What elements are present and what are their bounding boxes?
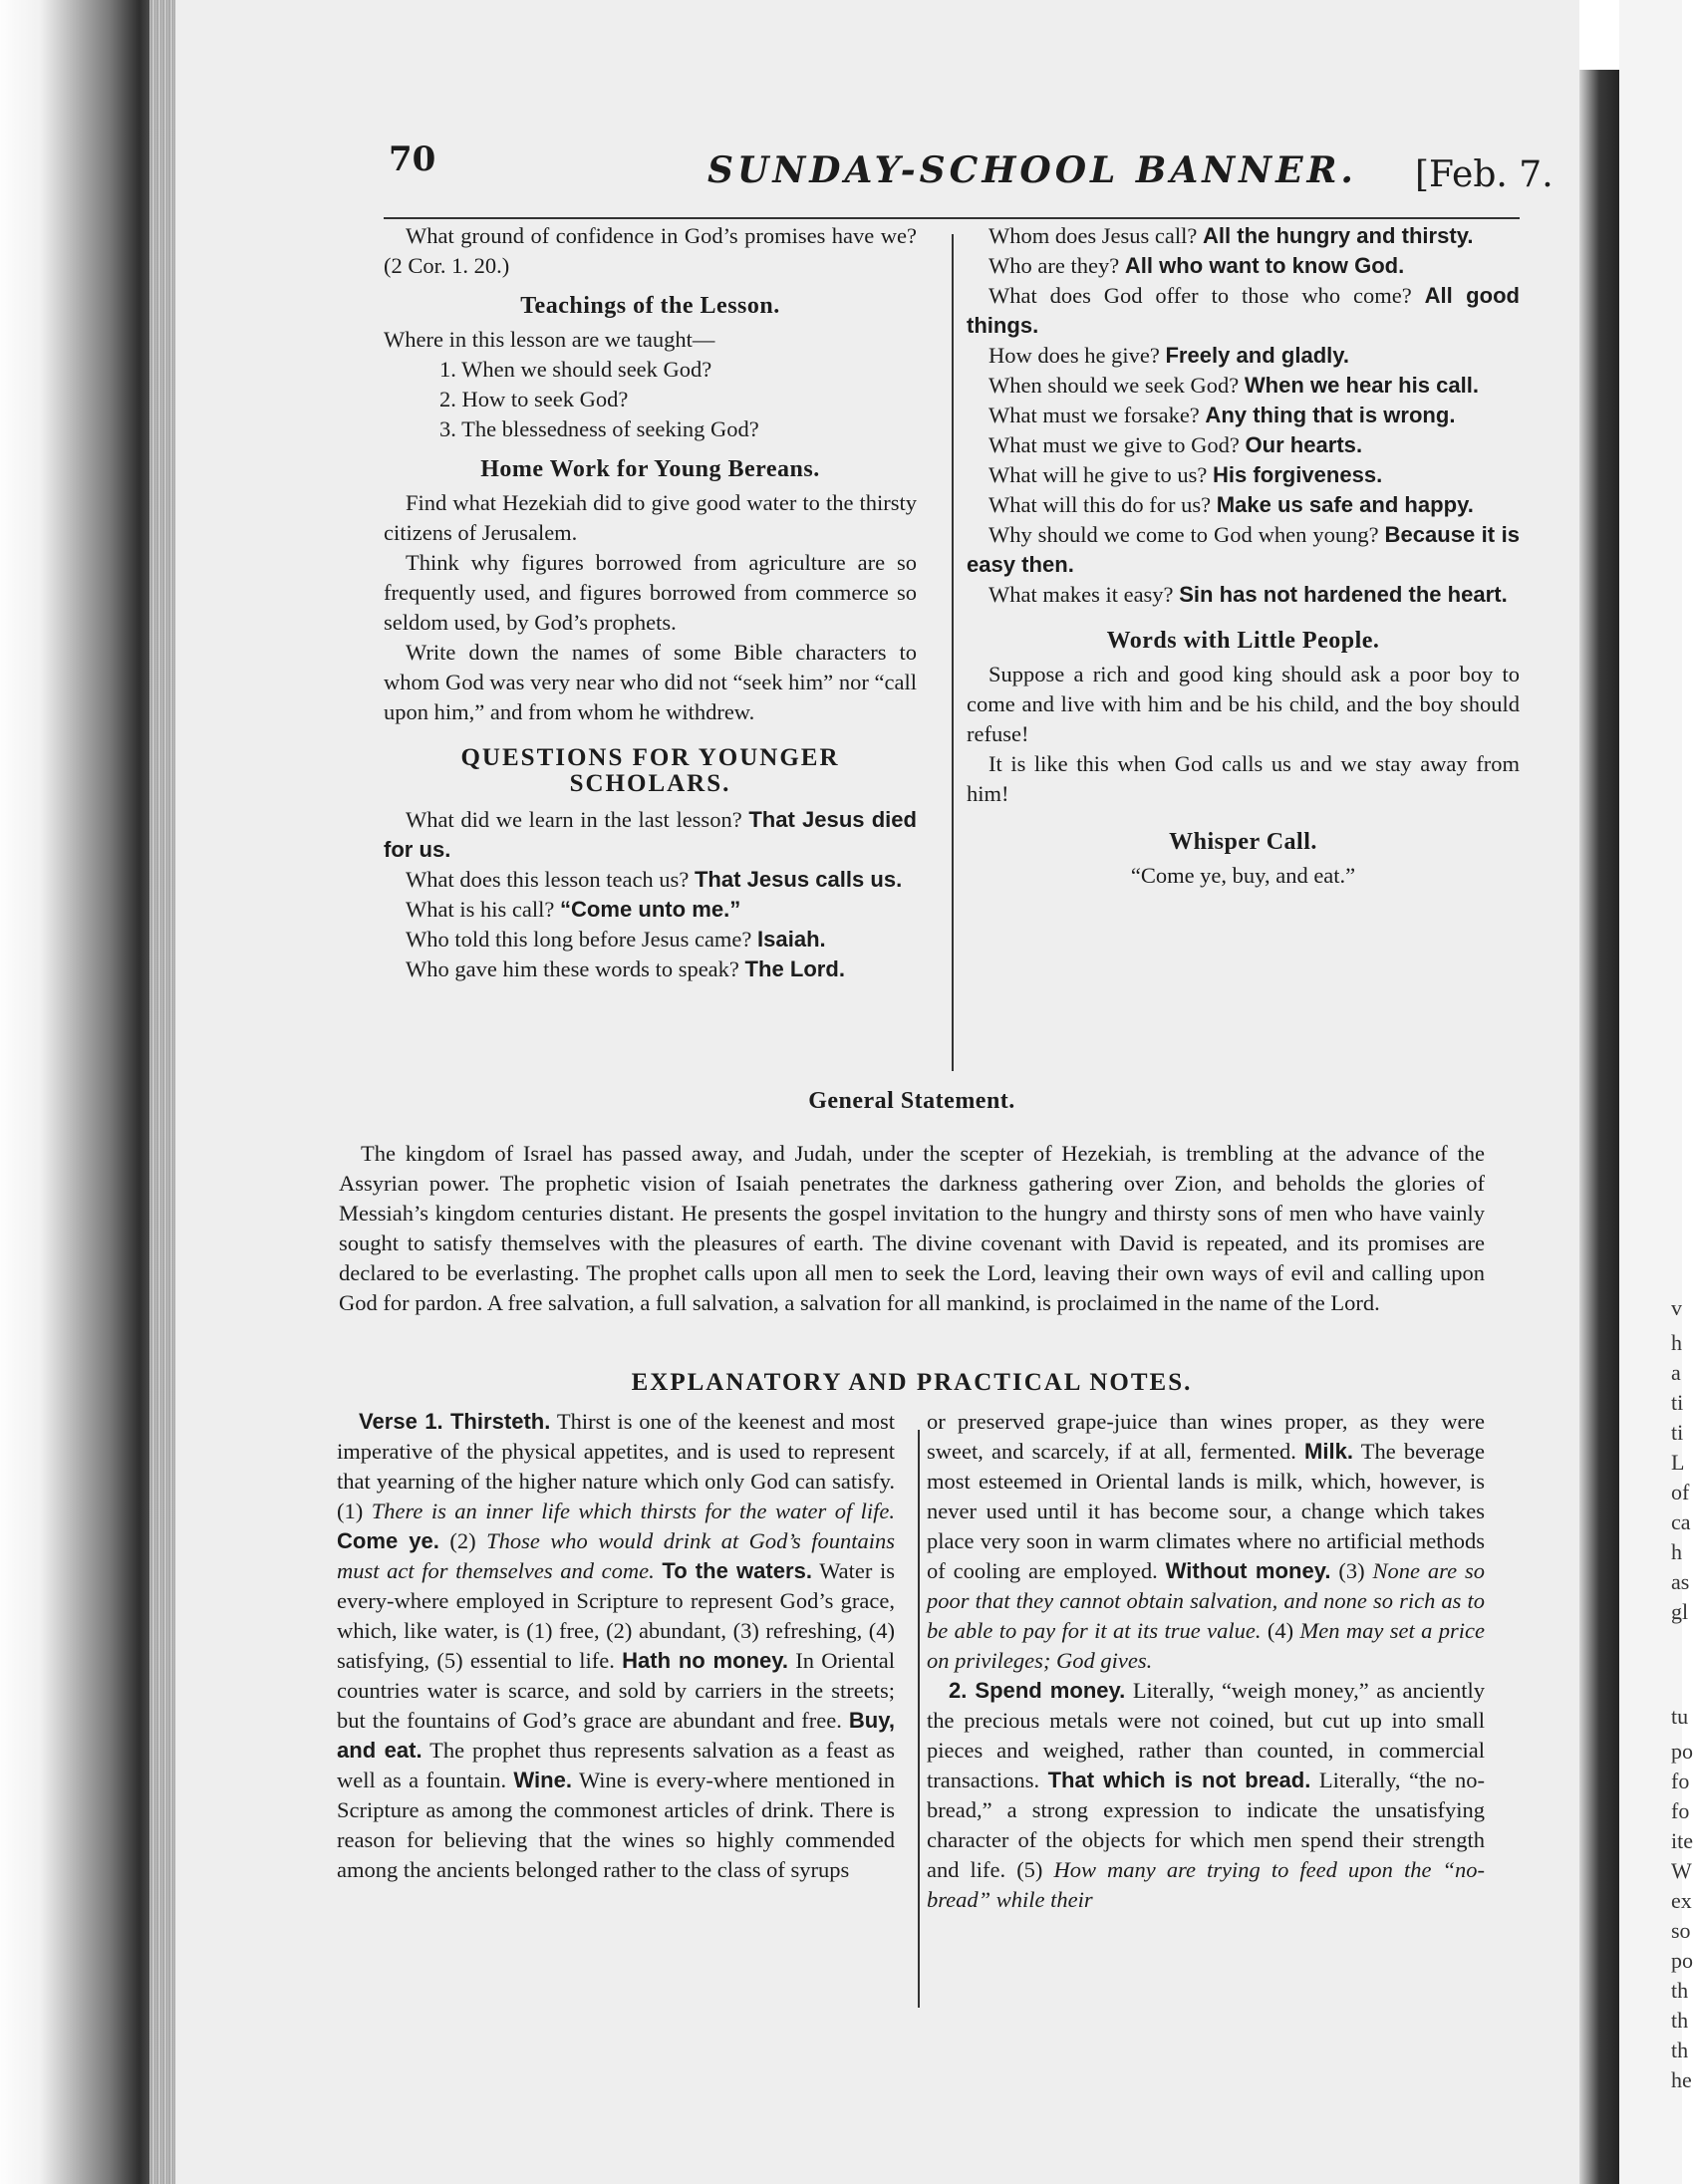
qa-item — [967, 430, 1520, 460]
notes-paragraph — [337, 1407, 895, 1885]
facing-page-text: gl — [1671, 1599, 1689, 1624]
younger-scholars-heading: QUESTIONS FOR YOUNGER SCHOLARS. — [460, 744, 840, 797]
notes-left-column — [337, 1407, 895, 1885]
answer: His forgiveness. — [1212, 462, 1383, 487]
page-date: [Feb. 7. — [1415, 154, 1553, 195]
answer: That Jesus died for us. — [384, 807, 918, 862]
note-label: Without money. — [1165, 1558, 1331, 1583]
facing-page-text: as — [1671, 1569, 1690, 1594]
teachings-heading: Teachings of the Lesson. — [520, 293, 780, 319]
answer: Our hearts. — [1245, 432, 1363, 457]
facing-page-text: so — [1671, 1918, 1691, 1943]
little-people-heading: Words with Little People. — [1106, 628, 1380, 654]
note-label: That which is not bread. — [1047, 1768, 1311, 1792]
whisper-text: “Come ye, buy, and eat.” — [1130, 863, 1356, 888]
facing-page-text: ti — [1671, 1420, 1684, 1445]
column-divider — [952, 234, 954, 1071]
facing-page-text: h — [1671, 1539, 1682, 1564]
answer: Freely and gladly. — [1165, 343, 1350, 368]
note-label: 2. Spend money. — [949, 1678, 1126, 1703]
notes-heading: EXPLANATORY AND PRACTICAL NOTES. — [631, 1369, 1193, 1396]
question: What must we give to God? — [988, 432, 1240, 457]
notes-right-column — [927, 1407, 1485, 1915]
facing-page-text: fo — [1671, 1769, 1690, 1793]
answer: When we hear his call. — [1244, 373, 1480, 398]
note-text: Wine is every-where mentioned in Scripture as among the commonest articles of drink. There is reason for believing that the wines so highly commended among the ancients belonged rather to the class of syrups — [337, 1768, 896, 1882]
home-work-paragraph: Think why figures borrowed from agriculture are so frequently used, and figures borrowed from commerce so seldom used, by God’s prophets. — [384, 550, 917, 635]
answer: Isaiah. — [757, 927, 826, 952]
little-people-paragraph: Suppose a rich and good king should ask a poor boy to come and live with him and be his child, and the boy should refuse! — [967, 662, 1520, 746]
page-number: 70 — [389, 139, 436, 179]
answer: All good things. — [967, 283, 1521, 338]
question: How does he give? — [988, 343, 1160, 368]
qa-item — [967, 281, 1520, 341]
qa-item — [967, 580, 1520, 610]
page-edges — [149, 0, 175, 2184]
book-gutter — [1579, 70, 1619, 2184]
note-label: Buy, and eat. — [337, 1708, 895, 1763]
teaching-item: 3. The blessedness of seeking God? — [439, 416, 759, 441]
facing-page-text: ex — [1671, 1888, 1692, 1913]
facing-page-text: th — [1671, 2008, 1689, 2033]
note-text: Literally, “the no-bread,” a strong expression to indicate the unsatisfying character of the objects for which men spend their strength and life. (5) — [927, 1768, 1485, 1882]
intro-question: What ground of confidence in God’s promises have we? (2 Cor. 1. 20.) — [384, 223, 917, 278]
notes-column-divider — [918, 1430, 920, 2008]
facing-page-fragment — [1619, 0, 1693, 2184]
general-heading: General Statement. — [808, 1088, 1015, 1114]
home-work-heading: Home Work for Young Bereans. — [480, 456, 820, 482]
notes-paragraph — [927, 1407, 1485, 1676]
facing-page-text: he — [1671, 2067, 1692, 2092]
facing-page-text: ti — [1671, 1390, 1684, 1415]
qa-item — [384, 955, 917, 984]
facing-page-text: W — [1671, 1858, 1692, 1883]
answer: Any thing that is wrong. — [1205, 403, 1456, 427]
question: Why should we come to God when young? — [988, 522, 1379, 547]
question: Who gave him these words to speak? — [406, 956, 739, 981]
question: What did we learn in the last lesson? — [406, 807, 742, 832]
note-label: Milk. — [1303, 1439, 1353, 1464]
note-label: Come ye. — [337, 1528, 439, 1553]
teachings-intro: Where in this lesson are we taught— — [384, 327, 715, 352]
question: What will he give to us? — [988, 462, 1208, 487]
header-rule — [384, 217, 1520, 219]
book-binding-left — [0, 0, 149, 2184]
facing-page-text: ite — [1671, 1828, 1693, 1853]
qa-item — [967, 221, 1520, 251]
answer: All the hungry and thirsty. — [1202, 223, 1474, 248]
whisper-heading: Whisper Call. — [1169, 829, 1317, 855]
facing-page-text: th — [1671, 1978, 1689, 2003]
facing-page-text: po — [1671, 1948, 1693, 1973]
note-text: Water is every-where employed in Scripture to represent God’s grace, which, like water, is (1) free, (2) abundant, (3) refreshing, (4) satisfying, (5) essential to life. — [337, 1558, 896, 1673]
facing-page-text: fo — [1671, 1798, 1690, 1823]
question: What is his call? — [406, 897, 555, 922]
answer: Make us safe and happy. — [1216, 492, 1474, 517]
question: Whom does Jesus call? — [988, 223, 1198, 248]
question: Who are they? — [988, 253, 1120, 278]
answer: All who want to know God. — [1124, 253, 1405, 278]
qa-item — [967, 341, 1520, 371]
note-label: Verse 1. Thirsteth. — [359, 1409, 551, 1434]
question: Who told this long before Jesus came? — [406, 927, 752, 952]
facing-page-text: v — [1671, 1295, 1682, 1320]
note-label: Hath no money. — [622, 1648, 789, 1673]
facing-page-text: a — [1671, 1360, 1681, 1385]
note-italic: There is an inner life which thirsts for the water of life. — [371, 1499, 896, 1523]
left-column — [384, 221, 917, 984]
facing-page-text: th — [1671, 2038, 1689, 2062]
qa-item — [967, 401, 1520, 430]
note-label: Wine. — [513, 1768, 573, 1792]
note-italic: None are so poor that they cannot obtain salvation, and none so rich as to be able to pay for it at its true value. — [927, 1558, 1485, 1643]
general-statement — [339, 1086, 1485, 1340]
note-label: To the waters. — [662, 1558, 812, 1583]
notes-paragraph — [927, 1676, 1485, 1915]
note-text: (2) — [449, 1528, 476, 1553]
question: When should we seek God? — [988, 373, 1240, 398]
qa-item — [384, 805, 917, 865]
qa-item — [967, 371, 1520, 401]
question: What will this do for us? — [988, 492, 1212, 517]
note-text: The prophet thus represents salvation as a feast as well as a fountain. — [337, 1738, 896, 1792]
qa-item — [967, 520, 1520, 580]
note-text: (3) — [1338, 1558, 1365, 1583]
facing-page-text: ca — [1671, 1509, 1691, 1534]
note-italic: Those who would drink at God’s fountains must act for themselves and come. — [337, 1528, 895, 1583]
running-title: SUNDAY-SCHOOL BANNER. — [707, 149, 1357, 191]
answer: Sin has not hardened the heart. — [1179, 582, 1508, 607]
answer: Because it is easy then. — [967, 522, 1520, 577]
qa-item — [967, 251, 1520, 281]
note-text: (4) — [1267, 1618, 1294, 1643]
note-text: In Oriental countries water is scarce, and sold by carriers in the streets; but the fountains of God’s grace are abundant and free. — [337, 1648, 895, 1733]
home-work-paragraph: Write down the names of some Bible characters to whom God was very near who did not “seek him” nor “call upon him,” and from whom he withdrew. — [384, 640, 917, 724]
teaching-item: 1. When we should seek God? — [439, 357, 712, 382]
note-text: Literally, “weigh money,” as anciently the precious metals were not coined, but cut up into small pieces and weighed, rather than counted, in commercial transactions. — [927, 1678, 1485, 1792]
facing-page-text: of — [1671, 1480, 1690, 1504]
answer: “Come unto me.” — [559, 897, 741, 922]
answer: That Jesus calls us. — [694, 867, 903, 892]
note-italic: How many are trying to feed upon the “no-bread” while their — [927, 1857, 1486, 1912]
note-text: or preserved grape-juice than wines proper, as they were sweet, and scarcely, if at all, fermented. — [927, 1409, 1485, 1464]
note-italic: Men may set a price on privileges; God gives. — [927, 1618, 1486, 1673]
teaching-item: 2. How to seek God? — [439, 387, 629, 411]
qa-item — [967, 490, 1520, 520]
qa-item — [384, 895, 917, 925]
question: What must we forsake? — [988, 403, 1200, 427]
question: What makes it easy? — [988, 582, 1174, 607]
general-text: The kingdom of Israel has passed away, and Judah, under the scepter of Hezekiah, is trembling at the advance of the Assyrian power. The prophetic vision of Isaiah penetrates the darkness gathering over Zion, and beholds the glories of Messiah’s kingdom centuries distant. He presents the gospel invitation to the hungry and thirsty sons of men who have vainly sought to satisfy themselves with the pleasures of earth. The divine covenant with David is repeated, and its promises are declared to be everlasting. The prophet calls upon all men to seek the Lord, leaving their own ways of evil and calling upon God for pardon. A free salvation, a full salvation, a salvation for all mankind, is proclaimed in the name of the Lord. — [339, 1140, 1485, 1315]
little-people-paragraph: It is like this when God calls us and we stay away from him! — [967, 751, 1520, 806]
qa-item — [967, 460, 1520, 490]
home-work-paragraph: Find what Hezekiah did to give good water to the thirsty citizens of Jerusalem. — [384, 490, 917, 545]
facing-page-text: tu — [1671, 1704, 1689, 1729]
note-text: The beverage most esteemed in Oriental lands is milk, which, however, is never used until it has become sour, a change which takes place very soon in warm climates where no artificial methods of cooling are employed. — [927, 1439, 1486, 1583]
qa-item — [384, 925, 917, 955]
right-column — [967, 221, 1520, 891]
facing-page-text: L — [1671, 1450, 1685, 1475]
note-text: Thirst is one of the keenest and most imperative of the physical appetites, and is used to represent that yearning of the higher nature which only God can satisfy. (1) — [337, 1409, 895, 1523]
answer: The Lord. — [744, 956, 845, 981]
facing-page-text: po — [1671, 1739, 1693, 1764]
question: What does God offer to those who come? — [988, 283, 1412, 308]
facing-page-text: h — [1671, 1330, 1682, 1355]
qa-item — [384, 865, 917, 895]
question: What does this lesson teach us? — [406, 867, 690, 892]
